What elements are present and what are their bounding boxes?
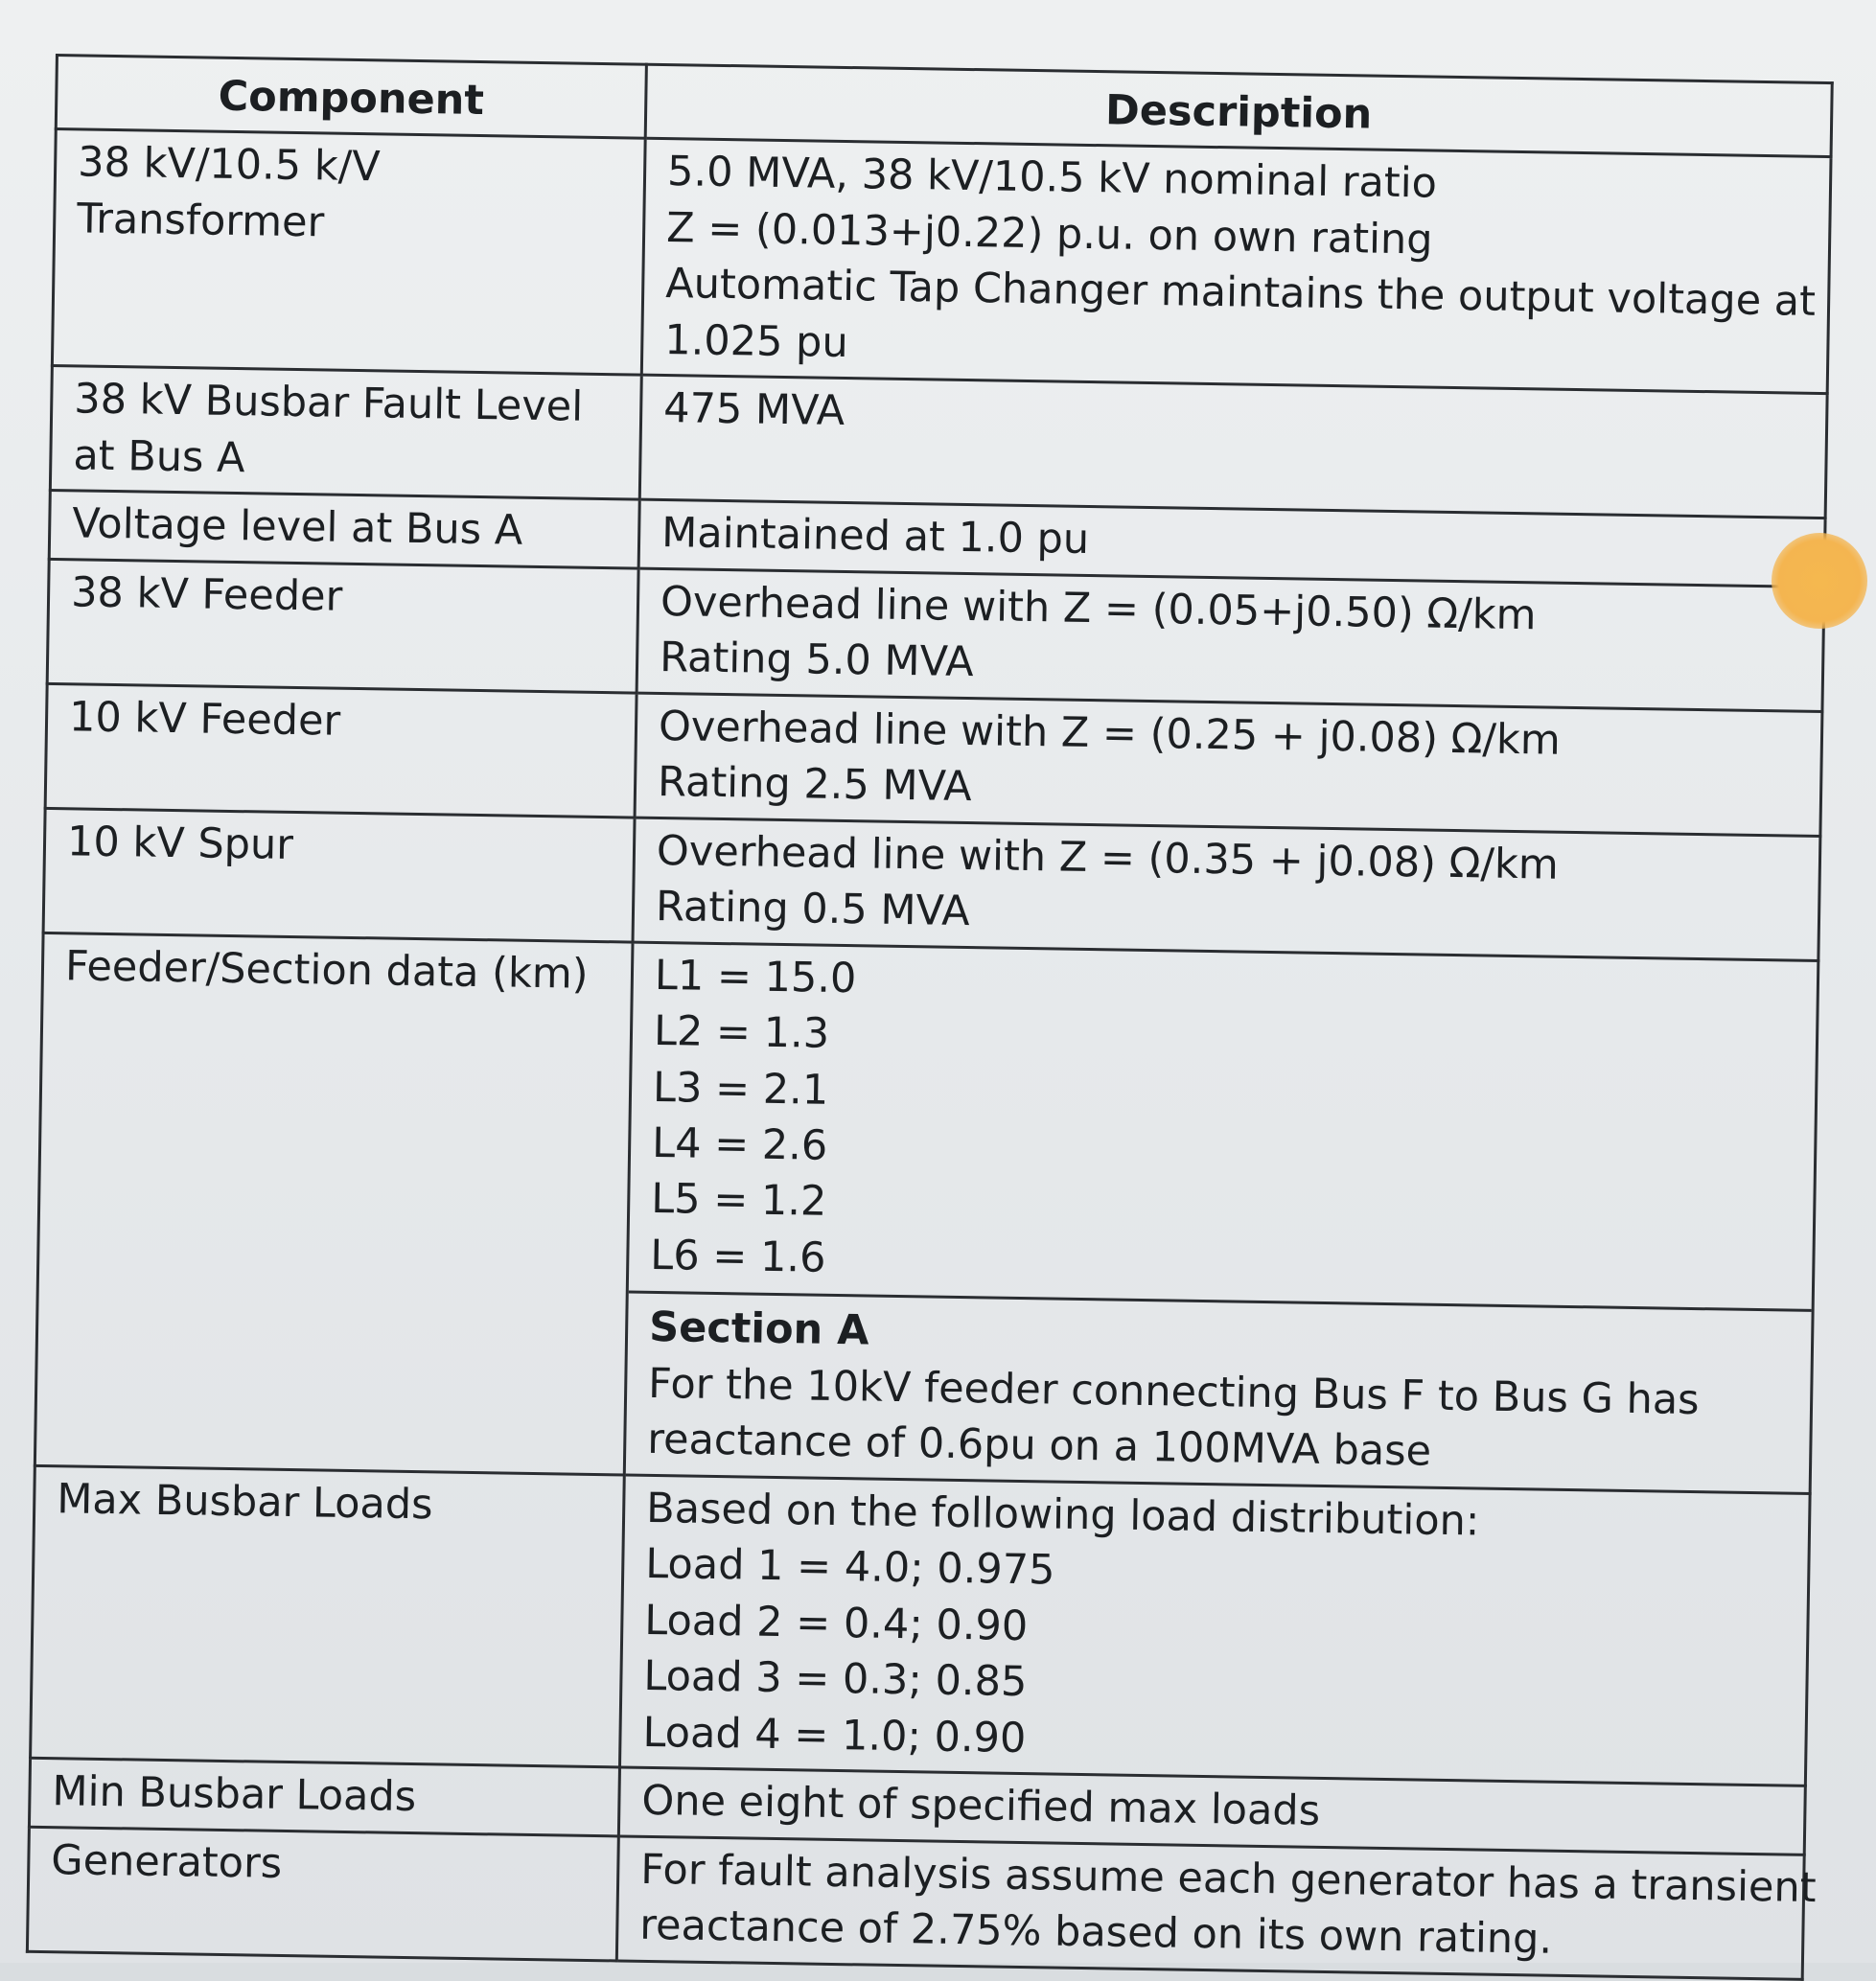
section-length: L2 = 1.3 [653, 1006, 830, 1058]
load-entry: Load 4 = 1.0; 0.90 [642, 1708, 1027, 1762]
component-cell [35, 933, 633, 1475]
description-text: Based on the following load distribution: [645, 1484, 1480, 1546]
description-text: For fault analysis assume each generator has a transient [639, 1845, 1817, 1912]
component-cell [27, 1827, 618, 1961]
description-cell [619, 1475, 1810, 1786]
section-text: For the 10kV feeder connecting Bus F to Bus G has [647, 1359, 1700, 1424]
table-row [35, 933, 1818, 1493]
component-text: 38 kV Feeder [70, 568, 343, 621]
load-entry: Load 1 = 4.0; 0.975 [644, 1540, 1055, 1595]
component-cell [31, 1465, 625, 1767]
description-text: Rating 2.5 MVA [657, 758, 973, 812]
component-text: 38 kV Busbar Fault Level [73, 375, 584, 432]
section-length: L1 = 15.0 [654, 951, 857, 1002]
component-text: 10 kV Feeder [68, 692, 341, 746]
description-text: Overhead line with Z = (0.25 + j0.08) Ω/km [658, 702, 1562, 765]
description-text: Overhead line with Z = (0.35 + j0.08) Ω/km [656, 826, 1560, 889]
description-text: 1.025 pu [663, 315, 849, 367]
description-cell [637, 568, 1824, 711]
light-glare [1772, 533, 1867, 629]
table-row [52, 129, 1831, 394]
component-cell [45, 683, 637, 818]
section-length: L3 = 2.1 [652, 1063, 829, 1115]
component-table [26, 54, 1834, 1980]
description-text: 475 MVA [662, 384, 845, 436]
component-text: Transformer [76, 195, 325, 247]
component-cell [43, 808, 635, 942]
component-text: at Bus A [73, 431, 245, 482]
section-text: reactance of 0.6pu on a 100MVA base [646, 1416, 1432, 1477]
section-length: L5 = 1.2 [650, 1175, 827, 1227]
description-cell [641, 139, 1831, 394]
component-text: Min Busbar Loads [52, 1767, 417, 1822]
table-row [27, 1827, 1804, 1979]
description-header: Description [645, 64, 1832, 157]
table-row [31, 1465, 1811, 1785]
component-cell [52, 129, 645, 376]
component-cell [47, 559, 638, 693]
description-text: Automatic Tap Changer maintains the output voltage at [664, 260, 1817, 327]
description-text: Rating 0.5 MVA [655, 883, 970, 936]
component-text: Voltage level at Bus A [71, 499, 523, 555]
load-entry: Load 2 = 0.4; 0.90 [644, 1596, 1029, 1650]
component-text: 10 kV Spur [66, 817, 294, 869]
description-cell [639, 375, 1827, 518]
component-cell [29, 1758, 619, 1835]
description-cell [633, 818, 1820, 960]
description-text: Z = (0.013+j0.22) p.u. on own rating [665, 203, 1433, 265]
description-cell [635, 693, 1822, 836]
component-text: Feeder/Section data (km) [64, 941, 589, 999]
section-length: L6 = 1.6 [649, 1231, 826, 1282]
section-title: Section A [648, 1303, 869, 1355]
description-text: Rating 5.0 MVA [659, 633, 975, 687]
section-a-subcell [626, 1291, 1812, 1486]
description-cell [616, 1836, 1817, 1979]
description-text: reactance of 2.75% based on its own rating. [639, 1900, 1553, 1964]
component-cell [50, 366, 641, 500]
description-text: One eight of specified max loads [641, 1776, 1321, 1836]
component-text: 38 kV/10.5 k/V [77, 138, 381, 192]
description-text: Overhead line with Z = (0.05+j0.50) Ω/km [660, 577, 1537, 640]
load-entry: Load 3 = 0.3; 0.85 [643, 1652, 1028, 1707]
component-header: Component [56, 56, 646, 139]
component-text: Generators [51, 1835, 283, 1888]
description-cell [624, 942, 1818, 1494]
spec-sheet [26, 54, 1834, 1980]
description-text: Maintained at 1.0 pu [660, 509, 1090, 564]
description-text: 5.0 MVA, 38 kV/10.5 kV nominal ratio [666, 148, 1438, 209]
component-text: Max Busbar Loads [56, 1474, 433, 1530]
component-cell [49, 491, 639, 568]
section-length: L4 = 2.6 [651, 1118, 828, 1170]
